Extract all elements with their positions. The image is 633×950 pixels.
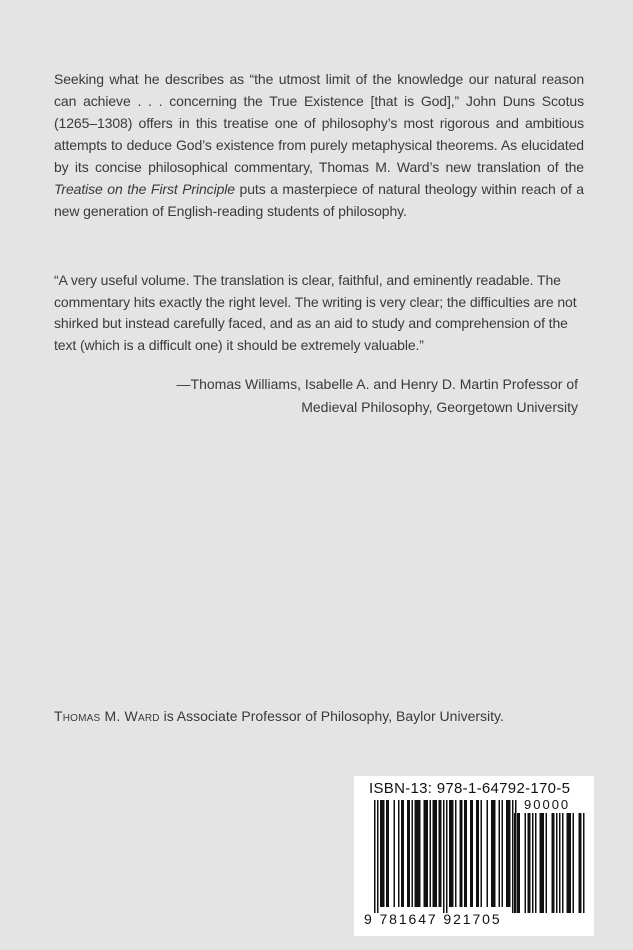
- barcode-bar: [439, 800, 441, 907]
- barcode-bar: [436, 800, 438, 907]
- author-bio: [54, 706, 584, 726]
- barcode-bar: [464, 800, 466, 907]
- barcode-bar: [481, 800, 483, 907]
- barcode-bar: [443, 800, 445, 913]
- barcode-bar: [487, 800, 489, 907]
- book-title-italic: Treatise on the First Principle: [54, 181, 235, 197]
- author-bio-text: is Associate Professor of Philosophy, Baylor University.: [159, 708, 504, 724]
- barcode-bar: [493, 800, 495, 907]
- barcode-bar: [552, 813, 554, 913]
- barcode-bar: [546, 813, 548, 913]
- barcode-bar: [409, 800, 411, 907]
- endorsement-quote: “A very useful volume. The translation is clear, faithful, and eminently readable. The commentary hits exactly the right level. The writing is very clear; the difficulties are not shirked but instead carefully faced, and as an aid to study and comprehension of the text (which is a difficult one) it should be extremely valuable.”: [54, 272, 577, 353]
- barcode-bar: [502, 800, 504, 907]
- barcode-bar: [412, 800, 414, 907]
- barcode-bar: [568, 813, 570, 913]
- barcode-bar: [419, 800, 421, 907]
- barcode-bar: [403, 800, 405, 907]
- barcode-bar: [449, 800, 451, 907]
- barcode-bar: [386, 800, 388, 907]
- barcode-bar: [461, 800, 463, 907]
- isbn-label: ISBN-13: 978-1-64792-170-5: [369, 780, 571, 797]
- price-code: 90000: [524, 797, 571, 812]
- barcode-bar: [394, 800, 396, 907]
- description-text-part1: Seeking what he describes as “the utmost limit of the knowledge our natural reason can achieve . . . concerning the True Existence [that is God],” John Duns Scotus (1265–1308) offers in this treatise one of philosophy’s most rigorous and ambitious attempts to deduce God’s existence from purely metaphysical theorems. As elucidated by its concise philosophical commentary, Thomas M. Ward’s new translation of the: [54, 71, 584, 175]
- book-description: [54, 68, 584, 222]
- barcode-bar: [382, 800, 384, 907]
- barcode-bar: [472, 800, 474, 907]
- barcode-bar: [543, 813, 545, 913]
- attribution-line-1: —Thomas Williams, Isabelle A. and Henry D. Martin Professor of: [176, 376, 578, 392]
- barcode-bar: [573, 813, 575, 913]
- attribution-line-2: Medieval Philosophy, Georgetown University: [301, 399, 578, 415]
- barcode-bar: [556, 813, 558, 913]
- barcode-bar: [508, 800, 510, 907]
- barcode-bar: [430, 800, 432, 907]
- barcode-bar: [446, 800, 448, 913]
- barcode-bar: [525, 813, 527, 913]
- barcode-bar: [583, 813, 585, 913]
- barcode-bar: [529, 813, 531, 913]
- endorsement-attribution: [158, 373, 578, 419]
- barcode-bar: [541, 813, 543, 913]
- barcode-bar: [580, 813, 582, 913]
- barcode-bar: [512, 800, 514, 913]
- barcode-bar: [425, 800, 427, 907]
- barcode-bar: [416, 800, 418, 907]
- barcode-bar: [401, 800, 403, 907]
- barcode-bar: [528, 813, 530, 913]
- barcode-bar: [494, 800, 496, 907]
- barcode-bar: [383, 800, 385, 907]
- barcode-bar: [579, 813, 581, 913]
- barcode-bar: [540, 813, 542, 913]
- isbn-barcode-panel: [354, 776, 594, 936]
- barcode-bar: [491, 800, 493, 907]
- barcode-bar: [374, 800, 376, 913]
- barcode-bar: [499, 800, 501, 907]
- barcode-bar: [451, 800, 453, 907]
- barcode-bar: [380, 800, 382, 907]
- barcode-bar: [535, 813, 537, 913]
- barcode-bar: [517, 813, 519, 913]
- barcode-bar: [476, 800, 478, 907]
- barcode-bar: [478, 800, 480, 907]
- barcode-bar: [460, 800, 462, 907]
- barcode-bar: [452, 800, 454, 907]
- barcode-bar: [559, 813, 561, 913]
- barcode-bar: [506, 800, 508, 907]
- barcode-bar: [434, 800, 436, 907]
- barcode-bar: [415, 800, 417, 907]
- barcode-bar: [388, 800, 390, 907]
- barcode-bar: [532, 813, 534, 913]
- barcode-bar: [519, 813, 521, 913]
- barcode-bar: [427, 800, 429, 907]
- barcode-bar: [470, 800, 472, 907]
- barcode-bar: [553, 813, 555, 913]
- barcode-bar: [514, 813, 516, 913]
- barcode-bar: [562, 813, 564, 913]
- barcode-bar: [418, 800, 420, 907]
- barcode-bar: [424, 800, 426, 907]
- barcode-bar: [570, 813, 572, 913]
- author-name: Thomas M. Ward: [54, 708, 160, 724]
- barcode-bar: [509, 800, 511, 907]
- barcode-bar: [377, 800, 379, 913]
- barcode-bar: [398, 800, 400, 907]
- barcode-bar: [567, 813, 569, 913]
- barcode-bar: [407, 800, 409, 907]
- barcode-bar: [433, 800, 435, 907]
- description-text-part2: puts a masterpiece of natural theology within reach of a new generation of English-reading students of philosophy.: [54, 181, 584, 219]
- barcode-bar: [440, 800, 442, 907]
- barcode-bar: [455, 800, 457, 907]
- barcode-bar: [466, 800, 468, 907]
- barcode-digits: 9 781647 921705: [364, 911, 502, 927]
